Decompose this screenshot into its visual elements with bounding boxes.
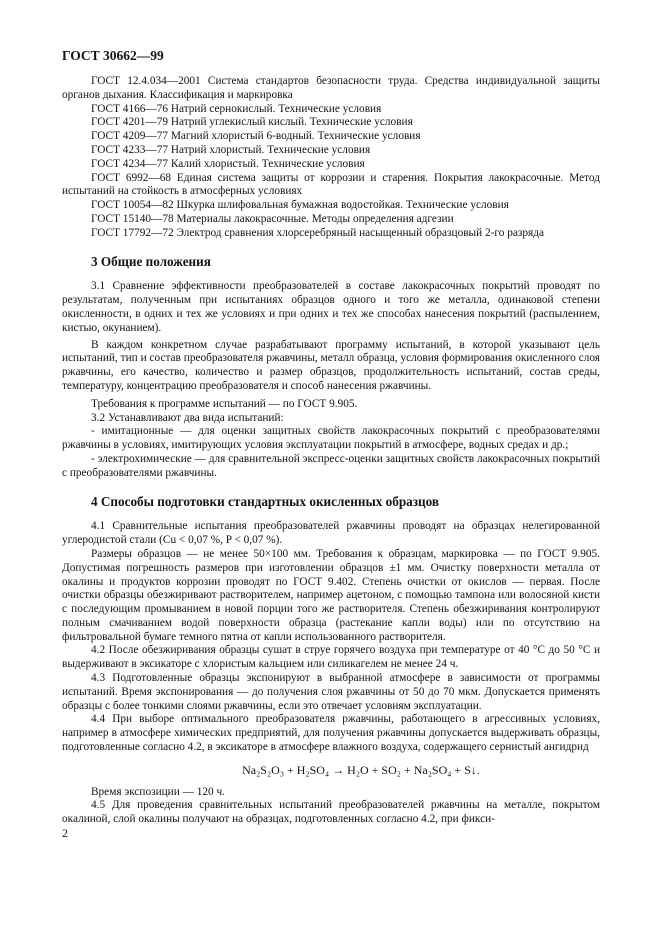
paragraph: 4.5 Для проведения сравнительных испытаний преобразователей ржавчины на металле, покрытом окалиной, слой окалины получают на образцах, подготовленных согласно 4.2, при фикси- [62, 799, 600, 826]
paragraph: 4.2 После обезжиривания образцы сушат в струе горячего воздуха при температуре от 40 °С до 50 °С и выдерживают в эксикаторе с хлористым кальцием или силикагелем не менее 24 ч. [62, 644, 600, 671]
chemical-formula: Na₂S₂O₃ + H₂SO₄ → H₂O + SO₂ + Na₂SO₄ + S↓. [242, 762, 480, 777]
section-4-body [62, 520, 600, 827]
page-number: 2 [62, 826, 68, 840]
page-content [62, 75, 600, 827]
paragraph: Время экспозиции — 120 ч. [91, 785, 225, 798]
reference-item: ГОСТ 4201—79 Натрий углекислый кислый. Технические условия [91, 116, 413, 129]
section-3-heading: 3 Общие положения [91, 253, 211, 269]
paragraph: 4.1 Сравнительные испытания преобразователей ржавчины проводят на образцах нелегированной углеродистой стали (Cu < 0,07 %, P < 0,07 %). [62, 520, 600, 547]
paragraph: - электрохимические — для сравнительной экспресс-оценки защитных свойств лакокрасочных покрытий с преобразователями ржавчины. [62, 452, 600, 479]
reference-item: ГОСТ 4234—77 Калий хлористый. Технические условия [91, 157, 365, 170]
reference-item: ГОСТ 4166—76 Натрий сернокислый. Технические условия [91, 102, 382, 115]
reference-item: ГОСТ 15140—78 Материалы лакокрасочные. Методы определения адгезии [91, 212, 454, 225]
reference-item: ГОСТ 12.4.034—2001 Система стандартов безопасности труда. Средства индивидуальной защиты органов дыхания. Классификация и маркировка [62, 75, 600, 101]
paragraph: 4.3 Подготовленные образцы экспонируют в выбранной атмосфере в зависимости от программы испытаний. Время экспонирования — до получения слоя ржавчины от 50 до 70 мкм. Допускается применять образцы с более тонкими слоями ржавчины, если это отвечает условиям эксплуатации. [62, 672, 600, 712]
paragraph: - имитационные — для оценки защитных свойств лакокрасочных покрытий с преобразователями ржавчины в условиях, имитирующих условия эксплуатации покрытий в атмосфере, водных средах и др.; [62, 425, 600, 452]
paragraph: 3.1 Сравнение эффективности преобразователей в составе лакокрасочных покрытий проводят по результатам, полученным при испытаниях образцов одного и того же металла, одинаковой степени окисленности, в одних и тех же условиях и при одних и тех же способах нанесения покрытий (распылением, кистью, окунанием). [62, 280, 600, 334]
reference-item: ГОСТ 4233—77 Натрий хлористый. Технические условия [91, 143, 371, 156]
section-3-body [62, 280, 600, 480]
paragraph: Размеры образцов — не менее 50×100 мм. Требования к образцам, маркировка — по ГОСТ 9.905. Допустимая погрешность размеров при изготовлении образцов ±1 мм. Очистку поверхности металла от окалины и продуктов коррозии проводят по ГОСТ 9.402. Степень очистки от окислов — первая. После очистки образцы обезжиривают растворителем, например ацетоном, с помощью тампона или волосяной кисти с последующим промыванием в новой порции того же растворителя. Степень обезжиривания контролируют полным смачиванием водой поверхности образца (растекание капли воды) или по отсутствию на фильтровальной бумаге темного пятна от капли использованного растворителя. [62, 547, 600, 643]
paragraph: 3.2 Устанавливают два вида испытаний: [91, 411, 284, 424]
reference-item: ГОСТ 4209—77 Магний хлористый 6-водный. Технические условия [91, 130, 421, 143]
paragraph: Требования к программе испытаний — по ГОСТ 9.905. [91, 397, 358, 410]
page-header: ГОСТ 30662—99 [62, 48, 164, 63]
references-list [62, 75, 600, 241]
reference-item: ГОСТ 17792—72 Электрод сравнения хлорсеребряный насыщенный образцовый 2-го разряда [91, 226, 544, 239]
paragraph: В каждом конкретном случае разрабатывают программу испытаний, в которой указывают цель испытаний, тип и состав преобразователя ржавчины, металл образца, условия формирования окисленного слоя ржавчины, его качество, количество и размер образцов, продолжительность испытаний, состав среды, температуру, концентрацию преобразователя и способ нанесения ржавчины. [62, 338, 600, 392]
paragraph: 4.4 При выборе оптимального преобразователя ржавчины, работающего в агрессивных условиях, например в атмосфере химических предприятий, для получения ржавчины допускается выдерживать образцы, подготовленные согласно 4.2, в эксикаторе в атмосфере влажного воздуха, содержащего сернистый ангидрид [62, 713, 600, 754]
reference-item: ГОСТ 6992—68 Единая система защиты от коррозии и старения. Покрытия лакокрасочные. Метод испытаний на стойкость в атмосферных условиях [62, 171, 600, 198]
reference-item: ГОСТ 10054—82 Шкурка шлифовальная бумажная водостойкая. Технические условия [91, 199, 509, 212]
section-4-heading: 4 Способы подготовки стандартных окисленных образцов [91, 493, 440, 509]
